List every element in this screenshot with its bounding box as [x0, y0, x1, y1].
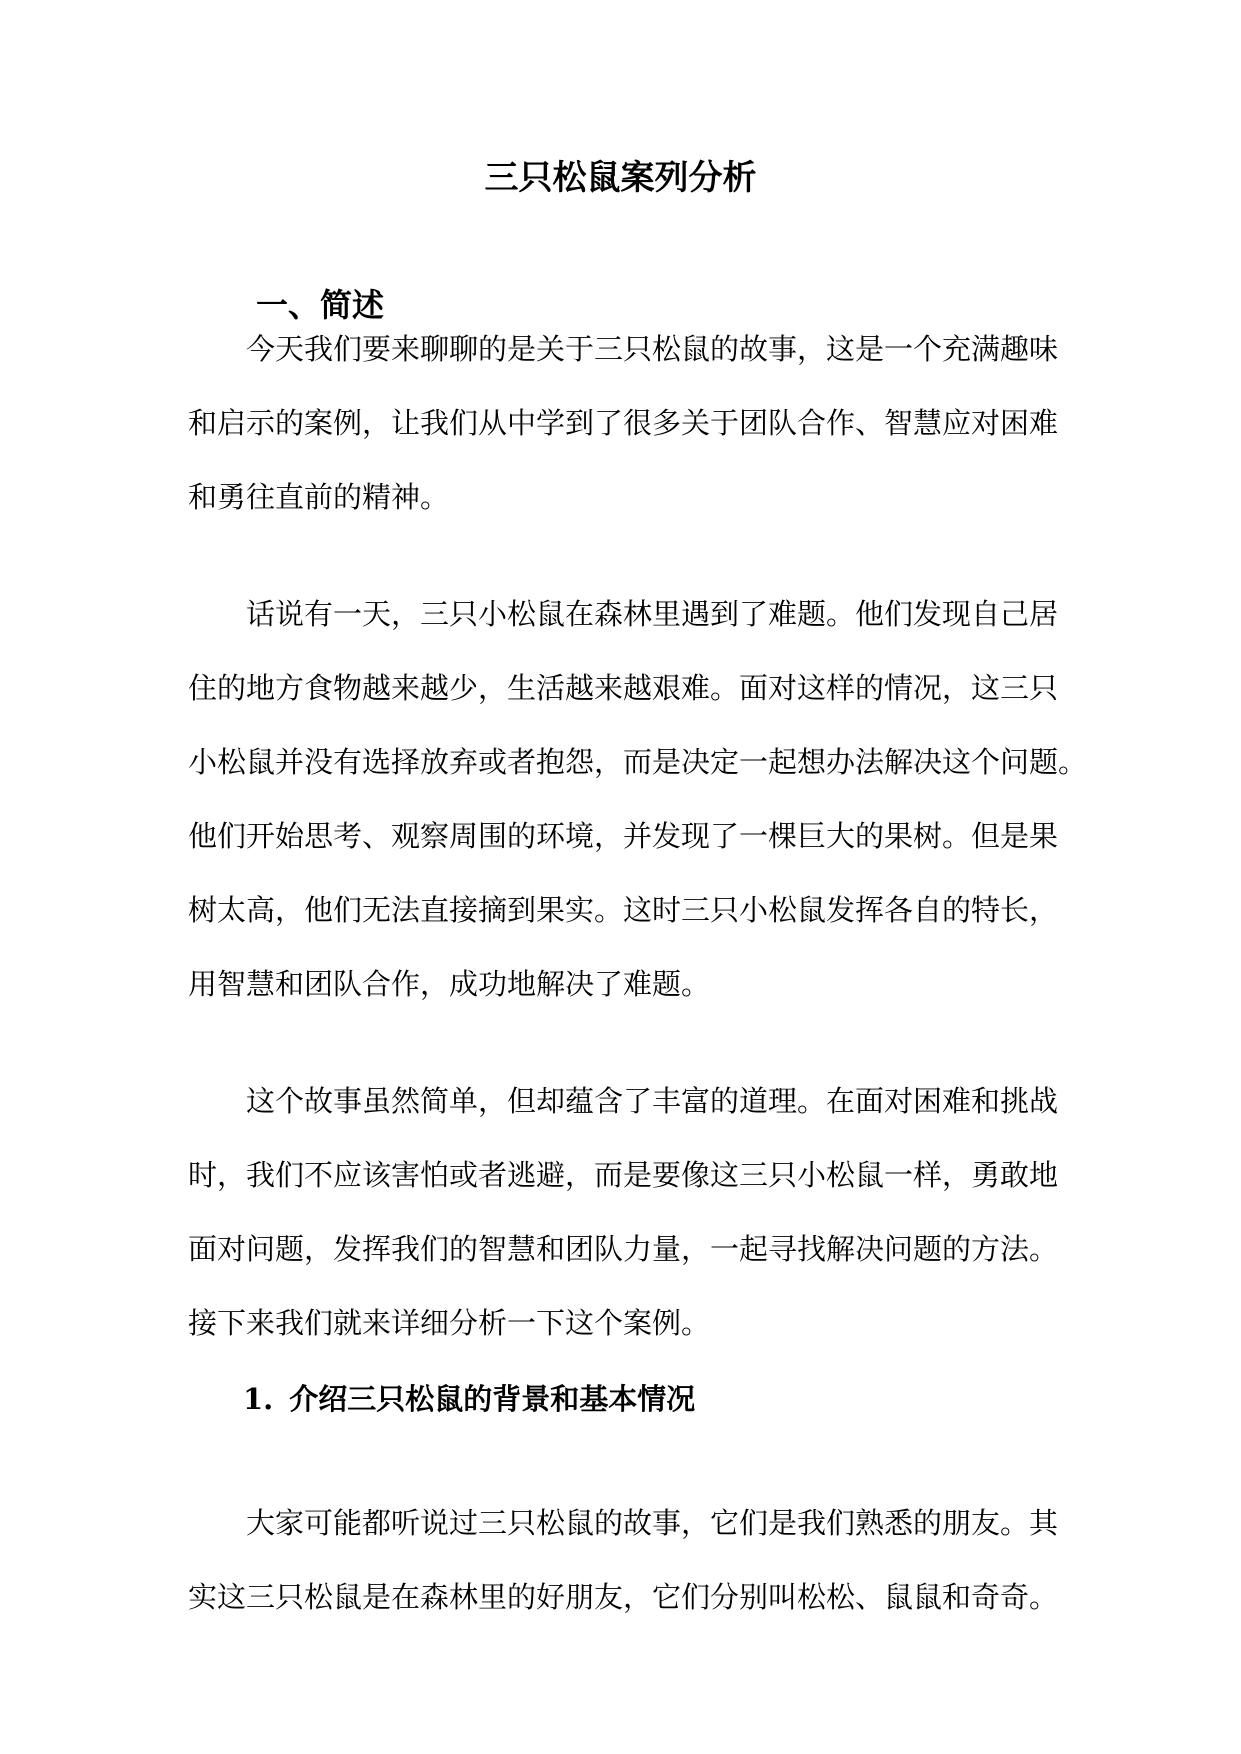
paragraph-line: 时，我们不应该害怕或者逃避，而是要像这三只小松鼠一样，勇敢地: [188, 1158, 1059, 1192]
subsection-heading-text: 介绍三只松鼠的背景和基本情况: [289, 1382, 696, 1416]
paragraph-line: 小松鼠并没有选择放弃或者抱怨，而是决定一起想办法解决这个问题。: [188, 745, 1088, 779]
paragraph-lesson: [188, 1064, 1058, 1360]
paragraph-line: 这个故事虽然简单，但却蕴含了丰富的道理。在面对困难和挑战: [246, 1084, 1059, 1118]
paragraph-line: 今天我们要来聊聊的是关于三只松鼠的故事，这是一个充满趣味: [246, 332, 1059, 366]
paragraph-line: 和勇往直前的精神。: [188, 480, 450, 514]
paragraph-line: 接下来我们就来详细分析一下这个案例。: [188, 1306, 711, 1340]
subsection-number: 1.: [243, 1382, 274, 1416]
paragraph-intro: [188, 312, 1058, 534]
paragraph-line: 树太高，他们无法直接摘到果实。这时三只小松鼠发挥各自的特长，: [188, 893, 1059, 927]
paragraph-line: 大家可能都听说过三只松鼠的故事，它们是我们熟悉的朋友。其: [246, 1506, 1059, 1540]
paragraph-line: 面对问题，发挥我们的智慧和团队力量，一起寻找解决问题的方法。: [188, 1232, 1059, 1266]
subsection-heading-background: [243, 1371, 695, 1427]
paragraph-line: 他们开始思考、观察周围的环境，并发现了一棵巨大的果树。但是果: [188, 819, 1059, 853]
paragraph-line: 和启示的案例，让我们从中学到了很多关于团队合作、智慧应对困难: [188, 406, 1059, 440]
paragraph-story: [188, 577, 1088, 1021]
paragraph-background: [188, 1486, 1058, 1634]
paragraph-line: 住的地方食物越来越少，生活越来越艰难。面对这样的情况，这三只: [188, 671, 1059, 705]
paragraph-line: 用智慧和团队合作，成功地解决了难题。: [188, 967, 711, 1001]
paragraph-line: 话说有一天，三只小松鼠在森林里遇到了难题。他们发现自己居: [246, 597, 1059, 631]
document-title: 三只松鼠案列分析: [484, 158, 757, 198]
section-heading-overview: 一、简述: [256, 286, 385, 324]
paragraph-line: 实这三只松鼠是在森林里的好朋友，它们分别叫松松、鼠鼠和奇奇。: [188, 1580, 1059, 1614]
